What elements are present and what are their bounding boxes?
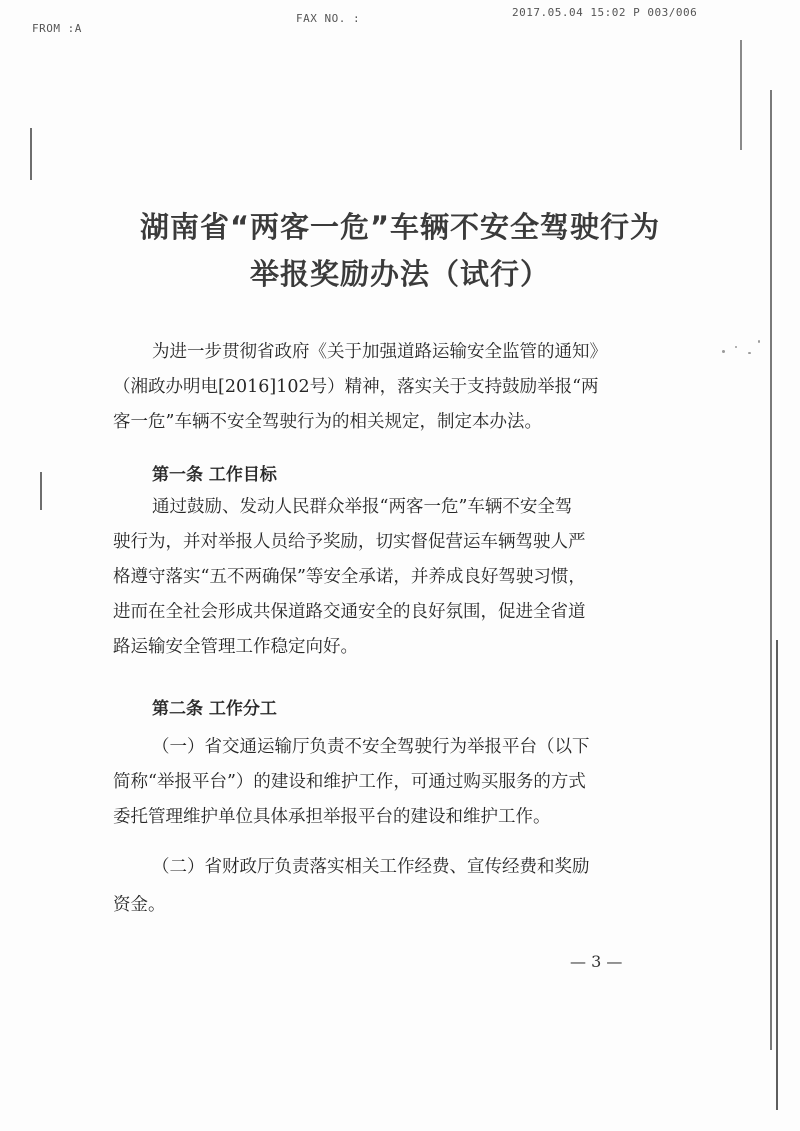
scan-speck — [748, 352, 751, 354]
page-number: — 3 — — [570, 952, 623, 971]
article-2-item-1-line: （一）省交通运输厅负责不安全驾驶行为举报平台（以下 — [152, 737, 590, 757]
article-1-line: 驶行为，并对举报人员给予奖励，切实督促营运车辆驾驶人严 — [113, 532, 586, 552]
document-title-line-1: 湖南省“两客一危”车辆不安全驾驶行为 — [139, 210, 661, 244]
document-title-line-2: 举报奖励办法（试行） — [249, 257, 550, 291]
scan-artifact-line — [40, 472, 42, 510]
fax-number: FAX NO. : — [296, 12, 361, 25]
scan-artifact-line — [740, 40, 742, 150]
article-2-item-2-line: 资金。 — [113, 895, 166, 915]
article-2-item-1-line: 简称“举报平台”）的建设和维护工作，可通过购买服务的方式 — [113, 772, 586, 792]
article-2-item-1-line: 委托管理维护单位具体承担举报平台的建设和维护工作。 — [113, 807, 551, 827]
scan-artifact-line — [30, 128, 32, 180]
fax-datetime: 2017.05.04 15:02 P 003/006 — [512, 6, 698, 19]
article-1-heading: 第一条 工作目标 — [152, 465, 277, 485]
scan-speck — [758, 340, 760, 343]
intro-line: 客一危”车辆不安全驾驶行为的相关规定，制定本办法。 — [113, 412, 542, 432]
intro-line: 为进一步贯彻省政府《关于加强道路运输安全监管的通知》 — [152, 342, 607, 362]
fax-from: FROM :A — [32, 22, 82, 35]
article-1-line: 进而在全社会形成共保道路交通安全的良好氛围，促进全省道 — [113, 602, 586, 622]
article-2-heading: 第二条 工作分工 — [152, 699, 277, 719]
article-1-line: 路运输安全管理工作稳定向好。 — [113, 637, 358, 657]
article-1-line: 格遵守落实“五不两确保”等安全承诺，并养成良好驾驶习惯， — [113, 567, 586, 587]
intro-line: （湘政办明电[2016]102号）精神，落实关于支持鼓励举报“两 — [113, 377, 599, 397]
article-2-item-2-line: （二）省财政厅负责落实相关工作经费、宣传经费和奖励 — [152, 857, 590, 877]
article-1-line: 通过鼓励、发动人民群众举报“两客一危”车辆不安全驾 — [152, 497, 573, 517]
scan-speck — [735, 346, 737, 348]
scan-speck — [722, 350, 725, 353]
scan-artifact-line — [776, 640, 778, 1110]
